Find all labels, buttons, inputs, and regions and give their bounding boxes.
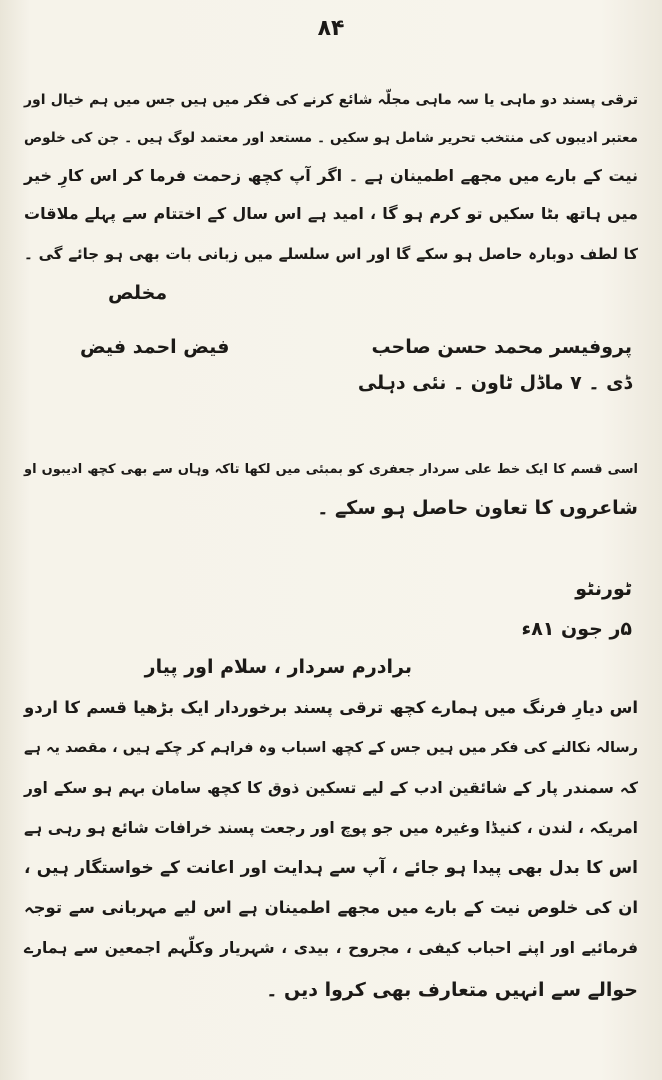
letter2-line: کہ سمندر پار کے شائقین ادب کے لیے تسکین ذوق کا کچھ سامان بہم ہو سکے اور	[24, 779, 638, 797]
letter2-line: ان کی خلوص نیت کے بارے میں مجھے اطمینان ہے اس لیے مہربانی سے توجہ	[24, 898, 638, 917]
letter2-line: اس دیارِ فرنگ میں ہمارے کچھ ترقی پسند برخوردار ایک بڑھیا قسم کا اردو	[24, 698, 638, 717]
addressee: پروفیسر محمد حسن صاحب	[371, 336, 632, 358]
greeting: برادرم سردار ، سلام اور پیار	[144, 656, 412, 678]
address: ڈی ۔ ۷ ماڈل ٹاون ۔ نئی دہلی	[357, 372, 632, 394]
letter2-line: امریکہ ، لندن ، کنیڈا وغیرہ میں جو پوچ اور رجعت پسند خرافات شائع ہو رہی ہے	[24, 819, 638, 837]
letter1-line: نیت کے بارے میں مجھے اطمینان ہے ۔ اگر آپ کچھ زحمت فرما کر اس کارِ خیر	[24, 166, 638, 185]
closing: مخلص	[108, 282, 168, 304]
letter2-line: اس کا بدل بھی پیدا ہو جائے ، آپ سے ہدایت اور اعانت کے خواستگار ہیں ،	[24, 858, 638, 878]
note-line: اسی قسم کا ایک خط علی سردار جعفری کو بمبئی میں لکھا تاکہ وہاں سے بھی کچھ ادیبوں او	[24, 462, 638, 477]
place: ٹورنٹو	[575, 578, 632, 600]
letter1-line: میں ہاتھ بٹا سکیں تو کرم ہو گا ، امید ہے اس سال کے اختتام سے پہلے ملاقات	[24, 204, 638, 223]
date: ۵ر جون ۸۱ء	[521, 618, 632, 640]
letter2-line: فرمائیے اور اپنے احباب کیفی ، مجروح ، بیدی ، شہریار وکلّہم اجمعین سے ہمارے	[24, 939, 638, 957]
signature: فیض احمد فیض	[80, 336, 230, 358]
letter1-line: کا لطف دوبارہ حاصل ہو سکے گا اور اس سلسلے میں زبانی بات بھی ہو جائے گی ۔	[24, 245, 638, 263]
note-line: شاعروں کا تعاون حاصل ہو سکے ۔	[317, 497, 638, 519]
letter1-line: معتبر ادیبوں کی منتخب تحریر شامل ہو سکیں ۔ مستعد اور معتمد لوگ ہیں ۔ جن کی خلوص	[24, 130, 638, 146]
page-number: ۸۴	[317, 16, 345, 41]
letter2-line: حوالے سے انہیں متعارف بھی کروا دیں ۔	[266, 979, 638, 1001]
letter1-line: ترقی پسند دو ماہی یا سہ ماہی مجلّہ شائع کرنے کی فکر میں ہیں جس میں ہم خیال اور	[24, 92, 638, 108]
letter2-line: رسالہ نکالنے کی فکر میں ہیں جس کے کچھ اسباب وہ فراہم کر چکے ہیں ، مقصد یہ ہے	[24, 740, 638, 756]
